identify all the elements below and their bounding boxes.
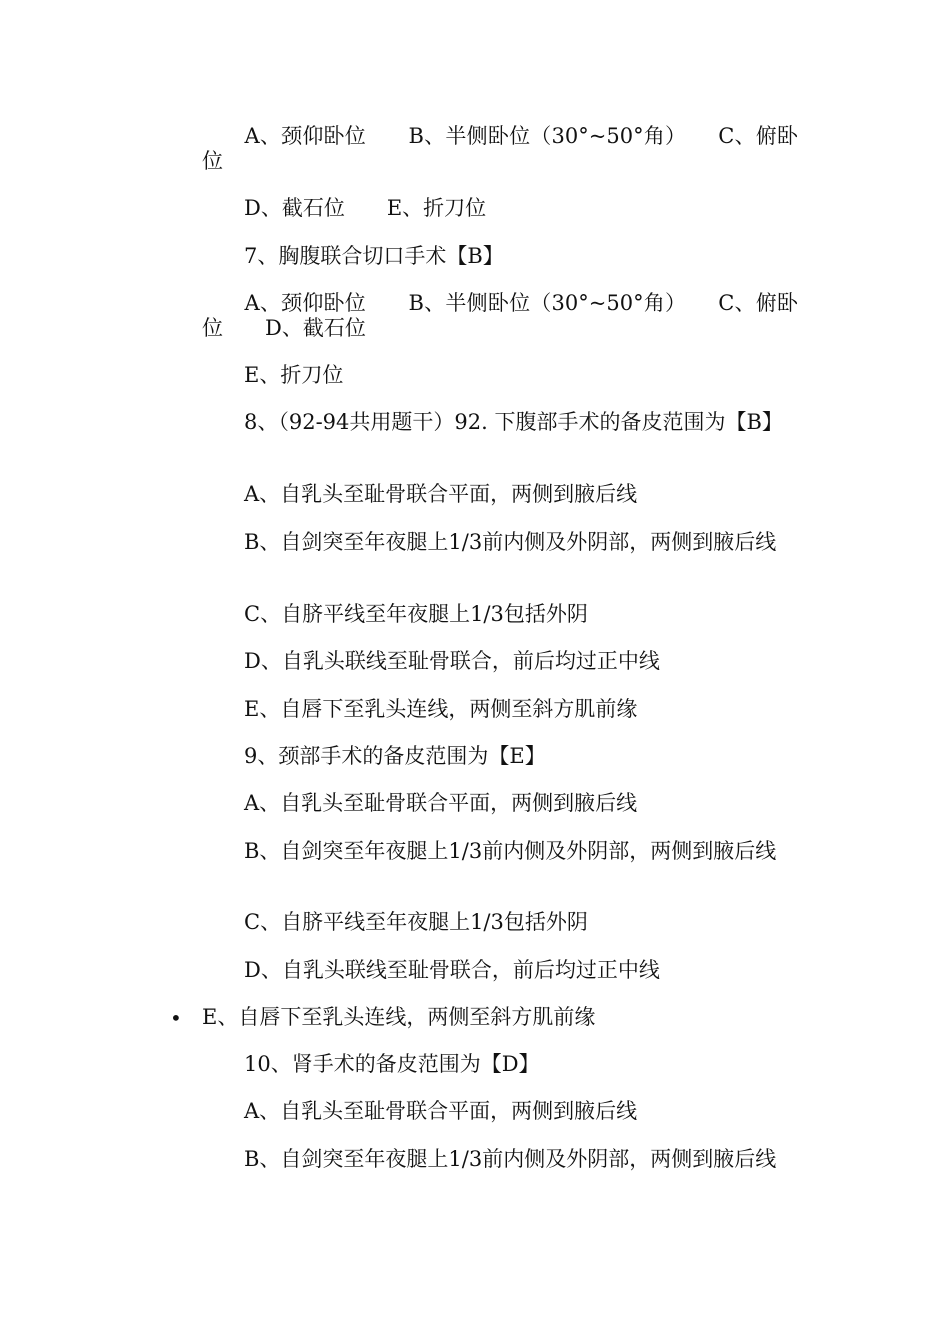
option-q8-c: C、自脐平线至年夜腿上1/3包括外阴	[202, 602, 588, 626]
list-bullet: •	[170, 1006, 182, 1030]
option-q8-d: D、自乳头联线至耻骨联合，前后均过正中线	[202, 649, 660, 673]
option-q8-a: A、自乳头至耻骨联合平面，两侧到腋后线	[202, 482, 638, 506]
option-q9-e: E、自唇下至乳头连线，两侧至斜方肌前缘	[202, 1005, 596, 1029]
option-q9-a: A、自乳头至耻骨联合平面，两侧到腋后线	[202, 791, 638, 815]
option-q8-e: E、自唇下至乳头连线，两侧至斜方肌前缘	[202, 697, 638, 721]
option-line-q7-e: E、折刀位	[202, 363, 344, 387]
option-line-q6-abc: A、颈仰卧位 B、半侧卧位（30°~50°角） C、俯卧位	[202, 124, 798, 173]
question-9: 9、颈部手术的备皮范围为【E】	[202, 744, 546, 768]
question-10: 10、肾手术的备皮范围为【D】	[202, 1052, 540, 1076]
option-q9-b: B、自剑突至年夜腿上1/3前内侧及外阴部，两侧到腋后线	[202, 839, 777, 863]
question-7: 7、胸腹联合切口手术【B】	[202, 244, 504, 268]
option-q8-b: B、自剑突至年夜腿上1/3前内侧及外阴部，两侧到腋后线	[202, 530, 777, 554]
question-8: 8、（92-94共用题干）92. 下腹部手术的备皮范围为【B】	[202, 410, 783, 434]
option-line-q7-abcd: A、颈仰卧位 B、半侧卧位（30°~50°角） C、俯卧位 D、截石位	[202, 291, 798, 340]
option-q9-d: D、自乳头联线至耻骨联合，前后均过正中线	[202, 958, 660, 982]
option-q9-c: C、自脐平线至年夜腿上1/3包括外阴	[202, 910, 588, 934]
option-line-q6-de: D、截石位 E、折刀位	[202, 196, 487, 220]
option-q10-b: B、自剑突至年夜腿上1/3前内侧及外阴部，两侧到腋后线	[202, 1147, 777, 1171]
option-q10-a: A、自乳头至耻骨联合平面，两侧到腋后线	[202, 1099, 638, 1123]
